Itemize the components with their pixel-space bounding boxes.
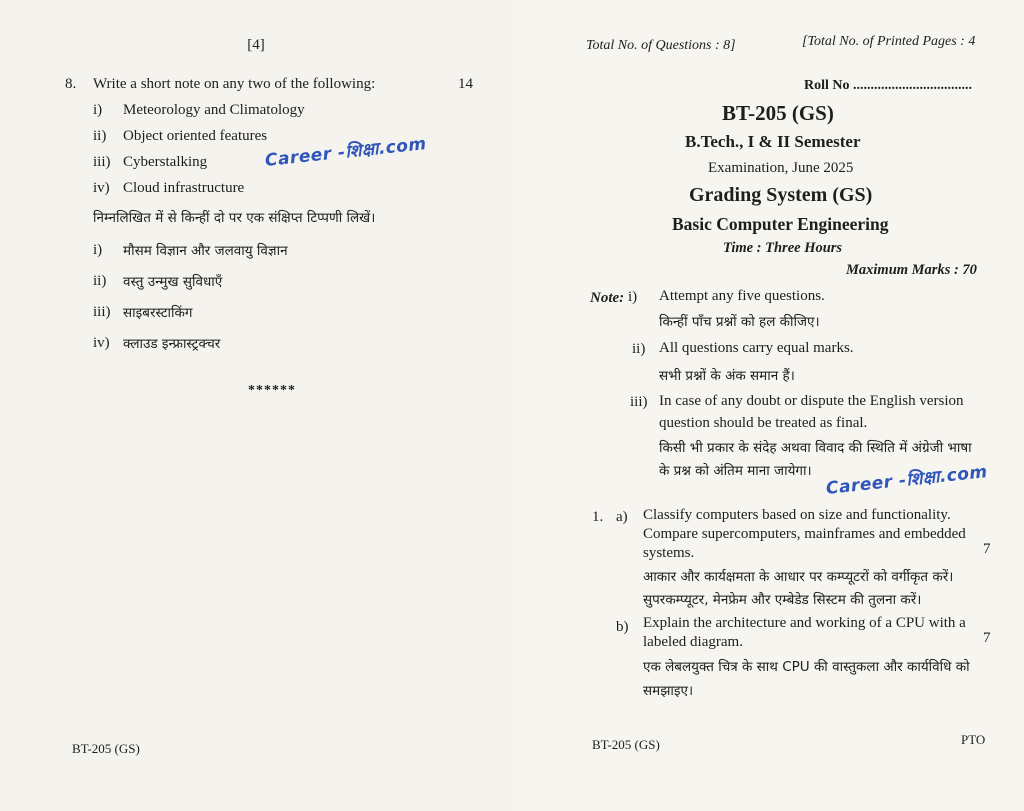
note-text-hindi: किसी भी प्रकार के संदेह अथवा विवाद की स्थिति में अंग्रेजी भाषा [659, 440, 972, 456]
item-text: Cloud infrastructure [123, 180, 245, 196]
item-label: i) [93, 242, 103, 258]
item-label: ii) [93, 273, 107, 289]
note-label-num: iii) [630, 394, 648, 410]
item-text-hindi: क्लाउड इन्फ्रास्ट्रक्चर [123, 336, 221, 352]
question-text: Write a short note on any two of the following: [93, 76, 376, 92]
note-text: question should be treated as final. [659, 415, 868, 431]
total-questions: Total No. of Questions : 8] [586, 38, 736, 53]
subject: Basic Computer Engineering [672, 214, 889, 234]
watermark-stamp: Career -शिक्षा.com [264, 134, 428, 171]
footer-code: BT-205 (GS) [72, 741, 140, 756]
hindi-instruction: निम्नलिखित में से किन्हीं दो पर एक संक्षिप्त टिप्पणी लिखें। [93, 210, 376, 226]
part-text-hindi: आकार और कार्यक्षमता के आधार पर कम्प्यूटरों को वर्गीकृत करें। [643, 569, 954, 585]
end-marker: ****** [248, 383, 296, 398]
total-pages: [Total No. of Printed Pages : 4 [802, 34, 976, 49]
footer-code: BT-205 (GS) [592, 737, 660, 752]
note-text-hindi: किन्हीं पाँच प्रश्नों को हल कीजिए। [659, 314, 820, 330]
note-label: Note: [590, 290, 625, 306]
page-number: [4] [247, 37, 265, 53]
part-text: labeled diagram. [643, 634, 743, 650]
note-text: All questions carry equal marks. [659, 340, 854, 356]
part-text-hindi: सुपरकम्प्यूटर, मेनफ्रेम और एम्बेडेड सिस्टम की तुलना करें। [643, 592, 922, 608]
item-label: iii) [93, 154, 111, 170]
note-label-num: ii) [632, 341, 646, 357]
item-text-hindi: मौसम विज्ञान और जलवायु विज्ञान [123, 243, 288, 259]
item-label: iv) [93, 335, 110, 351]
max-marks: Maximum Marks : 70 [846, 262, 977, 278]
time: Time : Three Hours [723, 240, 843, 256]
paper-code: BT-205 (GS) [722, 101, 834, 125]
item-text: Meteorology and Climatology [123, 102, 305, 118]
part-label: a) [616, 509, 628, 525]
roll-no: Roll No .................................. [804, 78, 972, 93]
exam-session: Examination, June 2025 [708, 160, 854, 176]
part-marks: 7 [983, 630, 991, 646]
question-number: 8. [65, 76, 77, 92]
part-text: Explain the architecture and working of a CPU with a [643, 615, 966, 631]
item-text-hindi: साइबरस्टाकिंग [123, 305, 193, 321]
item-text: Object oriented features [123, 128, 268, 144]
item-text-hindi: वस्तु उन्मुख सुविधाएँ [123, 274, 223, 290]
note-text-hindi: सभी प्रश्नों के अंक समान हैं। [659, 368, 795, 384]
question-number: 1. [592, 509, 604, 525]
item-label: i) [93, 102, 103, 118]
course: B.Tech., I & II Semester [685, 132, 861, 151]
note-text-hindi: के प्रश्न को अंतिम माना जायेगा। [659, 463, 812, 479]
question-marks: 14 [458, 76, 473, 92]
item-text: Cyberstalking [123, 154, 208, 170]
item-label: ii) [93, 128, 107, 144]
note-text: Attempt any five questions. [659, 288, 825, 304]
note-text: In case of any doubt or dispute the English version [659, 393, 964, 409]
part-label: b) [616, 619, 629, 635]
part-text-hindi: समझाइए। [643, 683, 694, 699]
part-text: Compare supercomputers, mainframes and embedded [643, 526, 966, 542]
grading-system: Grading System (GS) [689, 184, 873, 206]
note-label-num: i) [628, 289, 638, 305]
part-text: systems. [643, 545, 695, 561]
part-text: Classify computers based on size and functionality. [643, 507, 951, 523]
part-text-hindi: एक लेबलयुक्त चित्र के साथ CPU की वास्तुकला और कार्यविधि को [643, 659, 970, 675]
pto-label: PTO [961, 732, 986, 747]
part-marks: 7 [983, 541, 991, 557]
item-label: iv) [93, 180, 110, 196]
right-page [512, 0, 1024, 811]
item-label: iii) [93, 304, 111, 320]
watermark-stamp: Career -शिक्षा.com [825, 462, 989, 499]
